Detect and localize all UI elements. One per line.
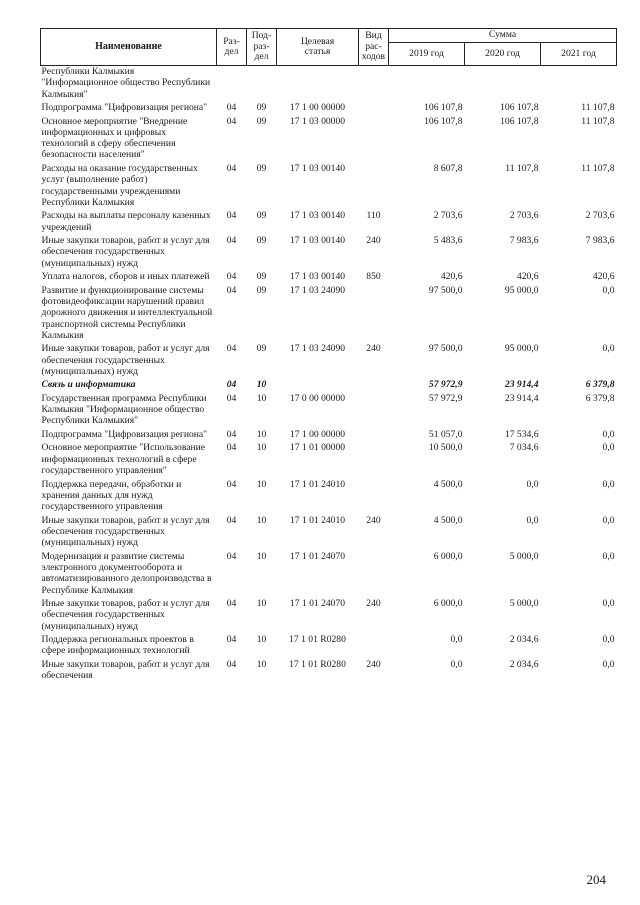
row-name: Иные закупки товаров, работ и услуг для обеспечения государственных (муниципальных) нужд bbox=[41, 598, 210, 632]
row-sum-2020: 420,6 bbox=[516, 271, 539, 283]
row-target: 17 1 01 24010 bbox=[289, 514, 346, 526]
row-section: 04 bbox=[226, 102, 237, 114]
row-sum-2021: 0,0 bbox=[602, 442, 615, 454]
row-section: 04 bbox=[226, 343, 237, 355]
row-section: 04 bbox=[226, 235, 237, 247]
row-expense-type: 240 bbox=[366, 658, 381, 670]
row-section: 04 bbox=[226, 392, 237, 404]
table-row bbox=[41, 598, 617, 634]
row-subsection: 10 bbox=[256, 379, 267, 391]
row-sum-2021: 420,6 bbox=[592, 271, 615, 283]
row-target: 17 1 01 00000 bbox=[289, 442, 346, 454]
row-expense-type bbox=[359, 285, 389, 344]
row-subsection: 09 bbox=[256, 102, 267, 114]
row-subsection: 10 bbox=[256, 598, 267, 610]
row-sum-2020: 17 534,6 bbox=[504, 428, 539, 440]
table-row bbox=[41, 429, 617, 442]
row-name: Расходы на оказание государственных услуг (выполнение работ) государственными учреждениями Республики Калмыкия bbox=[41, 162, 198, 208]
row-subsection bbox=[247, 66, 277, 103]
header-name: Наименование bbox=[41, 29, 217, 66]
row-sum-2020: 106 107,8 bbox=[500, 115, 539, 127]
header-subsection: Под- раз- дел bbox=[247, 29, 277, 66]
row-sum-2021: 7 983,6 bbox=[585, 235, 615, 247]
row-expense-type bbox=[359, 116, 389, 163]
row-sum-2019: 97 500,0 bbox=[428, 343, 463, 355]
row-subsection: 09 bbox=[256, 343, 267, 355]
header-target: Целевая статья bbox=[277, 29, 359, 66]
row-subsection: 09 bbox=[256, 271, 267, 283]
row-section: 04 bbox=[226, 550, 237, 562]
row-target: 17 1 03 24090 bbox=[289, 284, 346, 296]
row-section: 04 bbox=[226, 379, 237, 391]
row-sum-2020: 23 914,4 bbox=[504, 392, 539, 404]
row-sum-2021: 0,0 bbox=[602, 550, 615, 562]
row-target: 17 1 01 R0280 bbox=[289, 658, 346, 670]
row-name: Иные закупки товаров, работ и услуг для обеспечения bbox=[41, 658, 210, 682]
row-name: Поддержка передачи, обработки и хранения данных для нужд государственного управления bbox=[41, 478, 182, 513]
header-year-2019: 2019 год bbox=[389, 43, 465, 66]
row-sum-2020: 106 107,8 bbox=[500, 102, 539, 114]
row-sum-2020: 7 034,6 bbox=[509, 442, 539, 454]
row-name: Иные закупки товаров, работ и услуг для обеспечения государственных (муниципальных) нужд bbox=[41, 235, 210, 269]
budget-table bbox=[40, 28, 617, 684]
row-subsection: 10 bbox=[256, 442, 267, 454]
row-sum-2021: 0,0 bbox=[602, 514, 615, 526]
row-sum-2021: 11 107,8 bbox=[581, 102, 615, 114]
table-row bbox=[41, 515, 617, 551]
row-section bbox=[217, 66, 247, 103]
row-sum-2021: 11 107,8 bbox=[581, 115, 615, 127]
row-target bbox=[277, 66, 359, 103]
row-sum-2019: 6 000,0 bbox=[433, 598, 463, 610]
row-target: 17 1 03 00140 bbox=[289, 210, 346, 222]
row-sum-2021: 6 379,8 bbox=[585, 392, 615, 404]
table-row bbox=[41, 393, 617, 429]
row-sum-2019: 4 500,0 bbox=[433, 478, 463, 490]
row-expense-type bbox=[359, 66, 389, 103]
table-row bbox=[41, 102, 617, 115]
row-section: 04 bbox=[226, 210, 237, 222]
row-section: 04 bbox=[226, 514, 237, 526]
row-subsection: 09 bbox=[256, 210, 267, 222]
row-subsection: 10 bbox=[256, 392, 267, 404]
row-section: 04 bbox=[226, 658, 237, 670]
row-sum-2021: 11 107,8 bbox=[581, 162, 615, 174]
row-sum-2021: 0,0 bbox=[602, 598, 615, 610]
row-sum-2021 bbox=[541, 66, 617, 103]
row-section: 04 bbox=[226, 115, 237, 127]
table-row bbox=[41, 66, 617, 103]
row-expense-type bbox=[359, 634, 389, 659]
page-number: 204 bbox=[586, 872, 606, 887]
table-row bbox=[41, 659, 617, 684]
row-sum-2019: 57 972,9 bbox=[428, 392, 463, 404]
row-sum-2019: 51 057,0 bbox=[428, 428, 463, 440]
row-sum-2019 bbox=[389, 66, 465, 103]
row-sum-2020 bbox=[465, 66, 541, 103]
row-name: Республики Калмыкия "Информационное общество Республики Калмыкия" bbox=[41, 66, 211, 100]
row-expense-type: 110 bbox=[366, 210, 381, 222]
row-subsection: 10 bbox=[256, 478, 267, 490]
row-sum-2019: 0,0 bbox=[450, 658, 463, 670]
row-subsection: 10 bbox=[256, 514, 267, 526]
row-target: 17 1 03 24090 bbox=[289, 343, 346, 355]
row-target: 17 0 00 00000 bbox=[289, 392, 346, 404]
row-section: 04 bbox=[226, 428, 237, 440]
row-target: 17 1 03 00140 bbox=[289, 235, 346, 247]
row-section: 04 bbox=[226, 634, 237, 646]
row-name: Иные закупки товаров, работ и услуг для обеспечения государственных (муниципальных) нужд bbox=[41, 343, 210, 377]
row-sum-2020: 7 983,6 bbox=[509, 235, 539, 247]
row-target: 17 1 00 00000 bbox=[289, 428, 346, 440]
row-section: 04 bbox=[226, 162, 237, 174]
row-sum-2019: 8 607,8 bbox=[433, 162, 463, 174]
row-sum-2019: 106 107,8 bbox=[424, 102, 463, 114]
header-year-2020: 2020 год bbox=[465, 43, 541, 66]
row-subsection: 09 bbox=[256, 284, 267, 296]
row-name: Развитие и функционирование системы фотовидеофиксации нарушений правил дорожного движения и интеллектуальной транспортной системы Республики Калмыкия bbox=[41, 284, 213, 341]
row-sum-2021: 0,0 bbox=[602, 658, 615, 670]
row-subsection: 09 bbox=[256, 235, 267, 247]
row-expense-type bbox=[359, 429, 389, 442]
row-expense-type: 240 bbox=[366, 514, 381, 526]
row-sum-2019: 0,0 bbox=[450, 634, 463, 646]
row-section: 04 bbox=[226, 442, 237, 454]
table-body bbox=[41, 66, 617, 684]
row-expense-type bbox=[359, 163, 389, 210]
row-sum-2020: 23 914,4 bbox=[504, 379, 539, 391]
row-subsection: 09 bbox=[256, 162, 267, 174]
row-expense-type bbox=[359, 379, 389, 392]
row-name: Основное мероприятие "Внедрение информационных и цифровых технологий в сферу обеспечения безопасности населения" bbox=[41, 115, 188, 161]
row-name: Государственная программа Республики Калмыкия "Информационное общество Республики Калмыкия" bbox=[41, 392, 207, 427]
table-header bbox=[41, 29, 617, 66]
table-row bbox=[41, 442, 617, 478]
row-expense-type bbox=[359, 393, 389, 429]
row-section: 04 bbox=[226, 478, 237, 490]
table-row bbox=[41, 634, 617, 659]
row-sum-2020: 95 000,0 bbox=[504, 343, 539, 355]
row-sum-2021: 0,0 bbox=[602, 478, 615, 490]
row-sum-2020: 2 034,6 bbox=[509, 658, 539, 670]
row-name: Подпрограмма "Цифровизация региона" bbox=[41, 428, 208, 440]
table-row bbox=[41, 116, 617, 163]
row-subsection: 09 bbox=[256, 115, 267, 127]
row-sum-2019: 4 500,0 bbox=[433, 514, 463, 526]
row-sum-2021: 0,0 bbox=[602, 284, 615, 296]
row-sum-2020: 5 000,0 bbox=[509, 598, 539, 610]
row-sum-2019: 106 107,8 bbox=[424, 115, 463, 127]
row-subsection: 10 bbox=[256, 550, 267, 562]
row-sum-2019: 10 500,0 bbox=[428, 442, 463, 454]
row-subsection: 10 bbox=[256, 428, 267, 440]
table-row bbox=[41, 235, 617, 271]
row-expense-type bbox=[359, 102, 389, 115]
row-expense-type bbox=[359, 479, 389, 515]
row-target: 17 1 03 00000 bbox=[289, 115, 346, 127]
row-target: 17 1 00 00000 bbox=[289, 102, 346, 114]
row-sum-2021: 0,0 bbox=[602, 634, 615, 646]
row-subsection: 10 bbox=[256, 658, 267, 670]
row-sum-2019: 6 000,0 bbox=[433, 550, 463, 562]
row-sum-2020: 0,0 bbox=[526, 478, 539, 490]
header-year-2021: 2021 год bbox=[541, 43, 617, 66]
row-sum-2021: 6 379,8 bbox=[585, 379, 615, 391]
table-row bbox=[41, 271, 617, 284]
row-target: 17 1 03 00140 bbox=[289, 162, 346, 174]
table-row bbox=[41, 479, 617, 515]
row-sum-2021: 0,0 bbox=[602, 343, 615, 355]
row-sum-2020: 2 703,6 bbox=[509, 210, 539, 222]
row-target bbox=[277, 379, 359, 392]
row-sum-2019: 420,6 bbox=[440, 271, 463, 283]
row-expense-type bbox=[359, 442, 389, 478]
header-section: Раз- дел bbox=[217, 29, 247, 66]
row-name: Расходы на выплаты персоналу казенных учреждений bbox=[41, 210, 211, 233]
row-section: 04 bbox=[226, 271, 237, 283]
row-section: 04 bbox=[226, 284, 237, 296]
table-row bbox=[41, 343, 617, 379]
row-sum-2021: 2 703,6 bbox=[585, 210, 615, 222]
row-name: Подпрограмма "Цифровизация региона" bbox=[41, 102, 208, 114]
row-target: 17 1 01 R0280 bbox=[289, 634, 346, 646]
row-name: Модернизация и развитие системы электронного документооборота и автоматизированного делопроизводства в Республике Калмыкия bbox=[41, 550, 212, 596]
header-sum: Сумма bbox=[389, 29, 617, 43]
row-sum-2020: 0,0 bbox=[526, 514, 539, 526]
row-target: 17 1 01 24010 bbox=[289, 478, 346, 490]
row-target: 17 1 01 24070 bbox=[289, 550, 346, 562]
table-row bbox=[41, 285, 617, 344]
row-subsection: 10 bbox=[256, 634, 267, 646]
row-target: 17 1 01 24070 bbox=[289, 598, 346, 610]
row-expense-type: 240 bbox=[366, 598, 381, 610]
row-sum-2020: 11 107,8 bbox=[505, 162, 539, 174]
row-sum-2019: 2 703,6 bbox=[433, 210, 463, 222]
row-sum-2020: 2 034,6 bbox=[509, 634, 539, 646]
row-name: Иные закупки товаров, работ и услуг для обеспечения государственных (муниципальных) нужд bbox=[41, 514, 210, 549]
row-sum-2019: 5 483,6 bbox=[433, 235, 463, 247]
row-expense-type: 240 bbox=[366, 235, 381, 247]
row-sum-2021: 0,0 bbox=[602, 428, 615, 440]
row-sum-2019: 97 500,0 bbox=[428, 284, 463, 296]
row-expense-type: 240 bbox=[366, 343, 381, 355]
row-sum-2020: 95 000,0 bbox=[504, 284, 539, 296]
row-expense-type bbox=[359, 551, 389, 598]
table-row bbox=[41, 551, 617, 598]
row-name: Поддержка региональных проектов в сфере информационных технологий bbox=[41, 634, 194, 657]
table-row bbox=[41, 163, 617, 210]
row-target: 17 1 03 00140 bbox=[289, 271, 346, 283]
header-expense-type: Вид рас- ходов bbox=[359, 29, 389, 66]
row-name: Основное мероприятие "Использование информационных технологий в сфере государственного управления" bbox=[41, 442, 206, 477]
row-sum-2019: 57 972,9 bbox=[428, 379, 463, 391]
row-sum-2020: 5 000,0 bbox=[509, 550, 539, 562]
table-row bbox=[41, 210, 617, 235]
row-expense-type: 850 bbox=[366, 271, 381, 283]
row-name: Связь и информатика bbox=[41, 379, 136, 391]
table-row bbox=[41, 379, 617, 392]
row-name: Уплата налогов, сборов и иных платежей bbox=[41, 271, 210, 283]
row-section: 04 bbox=[226, 598, 237, 610]
